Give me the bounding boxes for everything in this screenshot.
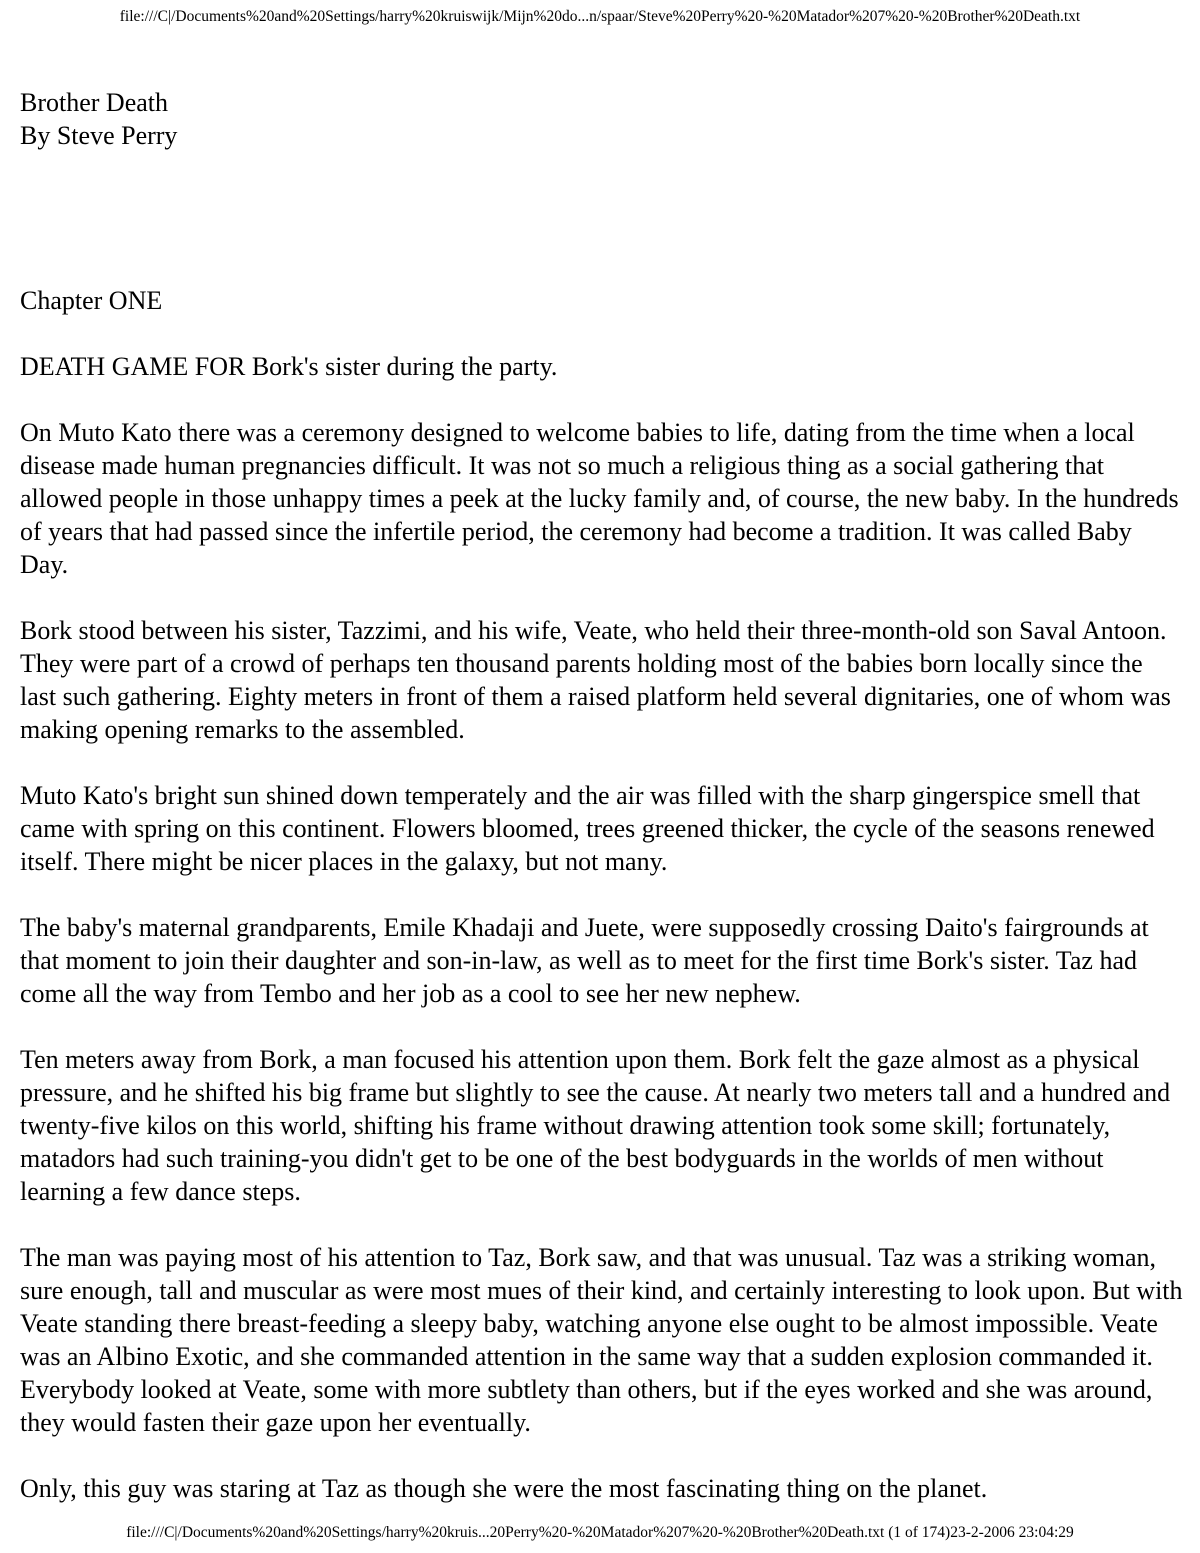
paragraph: DEATH GAME FOR Bork's sister during the party. [20, 352, 558, 381]
title-block [20, 86, 1185, 152]
paragraph: Bork stood between his sister, Tazzimi, and his wife, Veate, who held their three-month-old son Saval Antoon. They were part of a crowd of perhaps ten thousand parents holding most of the babies born locally since the last such gathering. Eighty meters in front of them a raised platform held several dignitaries, one of whom was making opening remarks to the assembled. [20, 616, 1171, 744]
print-header-url: file:///C|/Documents%20and%20Settings/harry%20kruiswijk/Mijn%20do...n/spaar/Steve%20Perry%20-%20Matador%207%20-%20Brother%20Death.txt [119, 8, 1081, 25]
book-title: Brother Death [20, 88, 169, 117]
paragraph: The baby's maternal grandparents, Emile Khadaji and Juete, were supposedly crossing Daito's fairgrounds at that moment to join their daughter and son-in-law, as well as to meet for the first time Bork's sister. Taz had come all the way from Tembo and her job as a cool to see her new nephew. [20, 913, 1149, 1008]
chapter-heading: Chapter ONE [20, 286, 163, 315]
document-body [20, 86, 1185, 1505]
paragraph: Ten meters away from Bork, a man focused his attention upon them. Bork felt the gaze almost as a physical pressure, and he shifted his big frame but slightly to see the cause. At nearly two meters tall and a hundred and twenty-five kilos on this world, shifting his frame without drawing attention took some skill; fortunately, matadors had such training-you didn't get to be one of the best bodyguards in the worlds of men without learning a few dance steps. [20, 1045, 1171, 1206]
paragraph: Only, this guy was staring at Taz as though she were the most fascinating thing on the planet. [20, 1474, 988, 1503]
book-author: By Steve Perry [20, 121, 178, 150]
paragraph: On Muto Kato there was a ceremony designed to welcome babies to life, dating from the time when a local disease made human pregnancies difficult. It was not so much a religious thing as a social gathering that allowed people in those unhappy times a peek at the lucky family and, of course, the new baby. In the hundreds of years that had passed since the infertile period, the ceremony had become a tradition. It was called Baby Day. [20, 418, 1179, 579]
paragraph: Muto Kato's bright sun shined down temperately and the air was filled with the sharp gingerspice smell that came with spring on this continent. Flowers bloomed, trees greened thicker, the cycle of the seasons renewed itself. There might be nicer places in the galaxy, but not many. [20, 781, 1155, 876]
paragraph: The man was paying most of his attention to Taz, Bork saw, and that was unusual. Taz was a striking woman, sure enough, tall and muscular as were most mues of their kind, and certainly interesting to look upon. But with Veate standing there breast-feeding a sleepy baby, watching anyone else ought to be almost impossible. Veate was an Albino Exotic, and she commanded attention in the same way that a sudden explosion commanded it. Everybody looked at Veate, some with more subtlety than others, but if the eyes worked and she was around, they would fasten their gaze upon her eventually. [20, 1243, 1183, 1437]
print-footer: file:///C|/Documents%20and%20Settings/harry%20kruis...20Perry%20-%20Matador%207%20-%20Brother%20Death.txt (1 of 174)23-2-2006 23:04:29 [126, 1524, 1074, 1541]
